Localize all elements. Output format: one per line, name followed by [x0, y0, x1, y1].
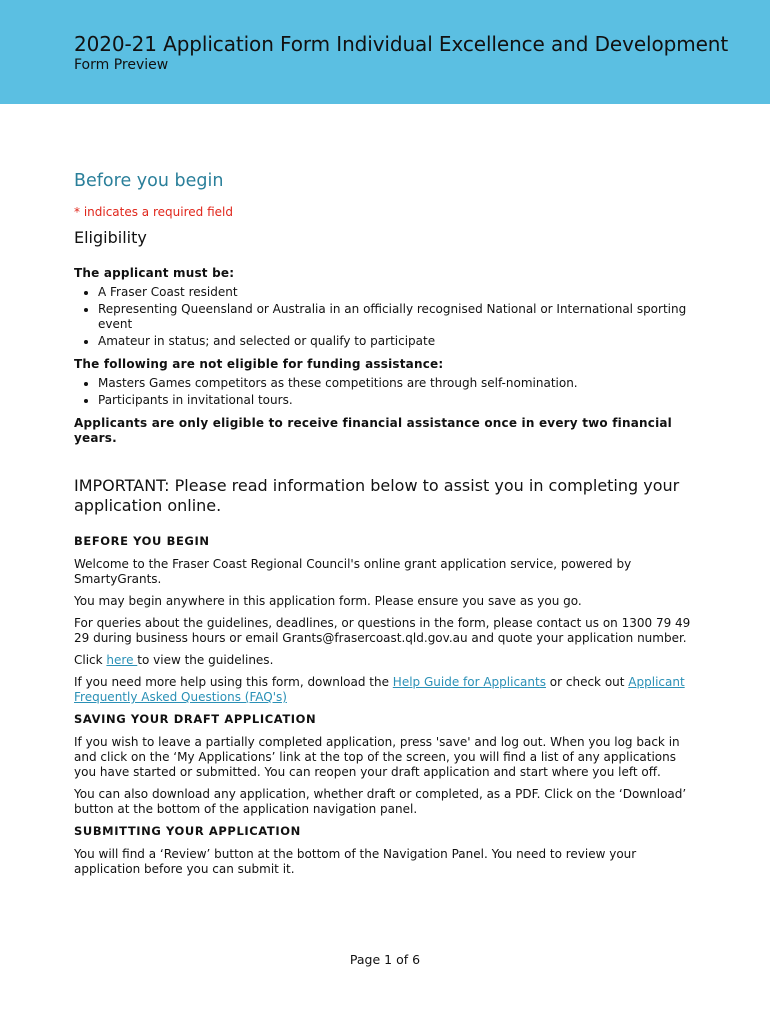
- form-subtitle: Form Preview: [74, 57, 169, 73]
- click-prefix: Click: [74, 653, 107, 667]
- must-be-list: [74, 285, 694, 349]
- page-number: Page 1 of 6: [349, 952, 421, 967]
- list-item: • A Fraser Coast resident: [98, 285, 694, 300]
- before-heading: BEFORE YOU BEGIN: [74, 534, 210, 548]
- draft-text: If you wish to leave a partially completed application, press 'save' and log out. When you log back in and click on the ‘My Applications’ link at the top of the screen, you will find a list of any applications you have started or submitted. You can reopen your draft application and start where you left off.: [74, 735, 680, 779]
- submit-text: You will find a ‘Review’ button at the bottom of the Navigation Panel. You need to review your application before you can submit it.: [74, 847, 637, 876]
- queries-text: For queries about the guidelines, deadlines, or questions in the form, please contact us on 1300 79 49 29 during business hours or email Grants@frasercoast.qld.gov.au and quote your application number.: [74, 616, 691, 645]
- faq-link[interactable]: Applicant Frequently Asked Questions (FAQ's): [74, 675, 685, 704]
- guidelines-line: [74, 653, 694, 668]
- frequency-note: Applicants are only eligible to receive financial assistance once in every two financial years.: [74, 416, 672, 445]
- list-item: • Representing Queensland or Australia in an officially recognised National or International sporting event: [98, 302, 694, 332]
- welcome-text: Welcome to the Fraser Coast Regional Council's online grant application service, powered by SmartyGrants.: [74, 557, 632, 586]
- list-item: • Amateur in status; and selected or qualify to participate: [98, 334, 694, 349]
- submit-heading: SUBMITTING YOUR APPLICATION: [74, 824, 301, 838]
- help-line: [74, 675, 694, 705]
- help-guide-link[interactable]: Help Guide for Applicants: [392, 675, 546, 689]
- draft-heading: SAVING YOUR DRAFT APPLICATION: [74, 712, 317, 726]
- section-title: Before you begin: [74, 171, 224, 191]
- must-be-label: The applicant must be:: [74, 266, 235, 280]
- download-text: You can also download any application, whether draft or completed, as a PDF. Click on the ‘Download’ button at the bottom of the application navigation panel.: [74, 787, 687, 816]
- list-item: • Participants in invitational tours.: [98, 393, 694, 408]
- important-heading: IMPORTANT: Please read information below to assist you in completing your application online.: [74, 476, 680, 515]
- guidelines-link[interactable]: here: [106, 653, 138, 667]
- eligibility-heading: Eligibility: [74, 228, 147, 247]
- not-eligible-label: The following are not eligible for funding assistance:: [74, 357, 444, 371]
- form-title: 2020-21 Application Form Individual Excellence and Development: [74, 32, 729, 56]
- list-item: • Masters Games competitors as these competitions are through self-nomination.: [98, 376, 694, 391]
- not-eligible-list: [74, 376, 694, 408]
- page-header: [0, 0, 770, 104]
- click-suffix: to view the guidelines.: [137, 653, 274, 667]
- help-prefix: If you need more help using this form, download the: [74, 675, 393, 689]
- begin-anywhere-text: You may begin anywhere in this application form. Please ensure you save as you go.: [74, 594, 582, 608]
- required-note: * indicates a required field: [74, 205, 233, 219]
- form-content: [74, 170, 694, 884]
- help-mid: or check out: [545, 675, 629, 689]
